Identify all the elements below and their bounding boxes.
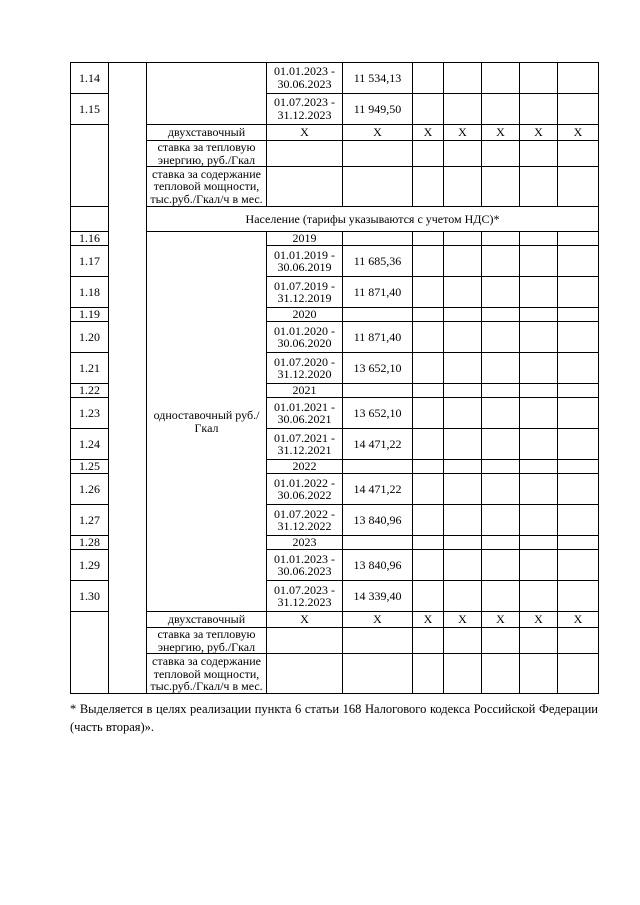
table-row [71, 654, 599, 694]
x-mark: Х [343, 612, 413, 628]
empty-cell [558, 322, 599, 353]
empty-cell [444, 246, 482, 277]
empty-cell [444, 308, 482, 322]
empty-cell [520, 581, 558, 612]
empty-cell [520, 429, 558, 460]
empty-cell [520, 460, 558, 474]
empty-cell [413, 581, 444, 612]
empty-cell [520, 246, 558, 277]
empty-cell [444, 398, 482, 429]
empty-cell [444, 505, 482, 536]
period-cell: 01.07.2019 - 31.12.2019 [267, 277, 343, 308]
empty-cell [444, 654, 482, 694]
row-number: 1.27 [71, 505, 109, 536]
x-mark: Х [444, 125, 482, 141]
empty-cell [558, 628, 599, 654]
empty-cell [558, 505, 599, 536]
row-number: 1.20 [71, 322, 109, 353]
empty-cell [520, 353, 558, 384]
empty-cell [482, 654, 520, 694]
empty-cell [520, 232, 558, 246]
empty-cell [413, 550, 444, 581]
empty-cell [413, 277, 444, 308]
empty-cell [444, 429, 482, 460]
empty-cell [482, 536, 520, 550]
row-number: 1.16 [71, 232, 109, 246]
empty-cell [444, 550, 482, 581]
empty-cell [413, 654, 444, 694]
row-number: 1.28 [71, 536, 109, 550]
x-mark: Х [558, 125, 599, 141]
row-number: 1.19 [71, 308, 109, 322]
empty-cell [343, 384, 413, 398]
row-number: 1.18 [71, 277, 109, 308]
empty-cell [444, 63, 482, 94]
empty-cell [520, 63, 558, 94]
period-cell: 01.07.2020 - 31.12.2020 [267, 353, 343, 384]
period-cell: 01.01.2020 - 30.06.2020 [267, 322, 343, 353]
empty-cell [413, 232, 444, 246]
row-number: 1.17 [71, 246, 109, 277]
capacity-rate-label: ставка за содержание тепловой мощности, тыс.руб./Гкал/ч в мес. [147, 654, 267, 694]
empty-cell [558, 167, 599, 207]
empty-num-cell [71, 612, 109, 694]
row-number: 1.23 [71, 398, 109, 429]
empty-cell [343, 308, 413, 322]
x-mark: Х [444, 612, 482, 628]
empty-cell [520, 94, 558, 125]
empty-cell [444, 536, 482, 550]
empty-cell [482, 63, 520, 94]
year-cell: 2022 [267, 460, 343, 474]
empty-cell [267, 141, 343, 167]
empty-cell [558, 94, 599, 125]
x-mark: Х [520, 612, 558, 628]
period-cell: 01.01.2023 - 30.06.2023 [267, 63, 343, 94]
x-mark: Х [482, 612, 520, 628]
tariff-value: 14 471,22 [343, 474, 413, 505]
period-cell: 01.01.2019 - 30.06.2019 [267, 246, 343, 277]
empty-cell [558, 141, 599, 167]
one-rate-label: одноставочный руб./Гкал [147, 232, 267, 612]
empty-cell [520, 505, 558, 536]
empty-cell [444, 141, 482, 167]
empty-cell [558, 474, 599, 505]
period-cell: 01.07.2021 - 31.12.2021 [267, 429, 343, 460]
row-number: 1.25 [71, 460, 109, 474]
empty-cell [482, 246, 520, 277]
row-number: 1.22 [71, 384, 109, 398]
empty-cell [482, 94, 520, 125]
empty-cell [482, 322, 520, 353]
empty-cell [413, 167, 444, 207]
table-row [71, 628, 599, 654]
empty-cell [558, 246, 599, 277]
empty-cell [444, 628, 482, 654]
empty-cell [482, 505, 520, 536]
empty-cell [267, 167, 343, 207]
empty-cell [413, 474, 444, 505]
empty-cell [558, 384, 599, 398]
two-rate-label: двухставочный [147, 612, 267, 628]
empty-cell [520, 141, 558, 167]
empty-cell [413, 141, 444, 167]
tariff-value: 13 652,10 [343, 398, 413, 429]
empty-cell [558, 550, 599, 581]
year-cell: 2020 [267, 308, 343, 322]
empty-cell [343, 141, 413, 167]
empty-cell [413, 384, 444, 398]
empty-cell [482, 550, 520, 581]
empty-cell [482, 277, 520, 308]
energy-rate-label: ставка за тепловую энергию, руб./Гкал [147, 141, 267, 167]
empty-cell [444, 384, 482, 398]
empty-cell [520, 167, 558, 207]
empty-cell [520, 550, 558, 581]
empty-cell [558, 536, 599, 550]
empty-cell [413, 505, 444, 536]
empty-cell [482, 628, 520, 654]
row-number: 1.24 [71, 429, 109, 460]
empty-cell [444, 581, 482, 612]
empty-cell [520, 308, 558, 322]
empty-cell [413, 63, 444, 94]
empty-cell [558, 429, 599, 460]
table-row [71, 207, 599, 232]
footnote: * Выделяется в целях реализации пункта 6 статьи 168 Налогового кодекса Российской Федерации (часть вторая)». [70, 702, 598, 734]
empty-cell [558, 353, 599, 384]
empty-cell [482, 353, 520, 384]
empty-cell [482, 167, 520, 207]
empty-cell [520, 628, 558, 654]
empty-cell [558, 277, 599, 308]
empty-num-cell [71, 207, 109, 232]
empty-cell [558, 63, 599, 94]
empty-cell [444, 474, 482, 505]
year-cell: 2023 [267, 536, 343, 550]
row-number: 1.15 [71, 94, 109, 125]
empty-cell [558, 232, 599, 246]
tariff-type-cell [147, 63, 267, 125]
x-mark: Х [267, 125, 343, 141]
empty-cell [482, 384, 520, 398]
empty-cell [267, 654, 343, 694]
empty-cell [520, 654, 558, 694]
x-mark: Х [413, 612, 444, 628]
tariff-value: 14 339,40 [343, 581, 413, 612]
empty-cell [558, 398, 599, 429]
empty-cell [413, 429, 444, 460]
empty-cell [413, 460, 444, 474]
empty-cell [413, 353, 444, 384]
empty-cell [558, 654, 599, 694]
empty-cell [444, 277, 482, 308]
tariff-value: 11 685,36 [343, 246, 413, 277]
section-title: Население (тарифы указываются с учетом НДС)* [147, 207, 599, 232]
empty-cell [413, 398, 444, 429]
period-cell: 01.07.2022 - 31.12.2022 [267, 505, 343, 536]
empty-cell [482, 460, 520, 474]
row-number: 1.30 [71, 581, 109, 612]
empty-cell [444, 460, 482, 474]
empty-cell [343, 654, 413, 694]
table-row [71, 63, 599, 94]
empty-cell [343, 167, 413, 207]
empty-cell [343, 536, 413, 550]
empty-cell [413, 308, 444, 322]
empty-cell [413, 94, 444, 125]
year-cell: 2019 [267, 232, 343, 246]
empty-cell [482, 474, 520, 505]
row-number: 1.26 [71, 474, 109, 505]
empty-cell [482, 308, 520, 322]
empty-cell [558, 460, 599, 474]
tariff-value: 14 471,22 [343, 429, 413, 460]
year-cell: 2021 [267, 384, 343, 398]
table-row [71, 125, 599, 141]
tariff-value: 11 871,40 [343, 277, 413, 308]
empty-cell [413, 536, 444, 550]
period-cell: 01.07.2023 - 31.12.2023 [267, 581, 343, 612]
period-cell: 01.01.2022 - 30.06.2022 [267, 474, 343, 505]
table-row [71, 612, 599, 628]
supplier-column [109, 63, 147, 694]
row-number: 1.29 [71, 550, 109, 581]
capacity-rate-label: ставка за содержание тепловой мощности, тыс.руб./Гкал/ч в мес. [147, 167, 267, 207]
empty-cell [520, 474, 558, 505]
empty-cell [343, 232, 413, 246]
two-rate-label: двухставочный [147, 125, 267, 141]
tariff-table [70, 62, 599, 694]
empty-cell [482, 429, 520, 460]
empty-cell [413, 628, 444, 654]
period-cell: 01.01.2021 - 30.06.2021 [267, 398, 343, 429]
x-mark: Х [413, 125, 444, 141]
empty-cell [444, 232, 482, 246]
empty-cell [343, 628, 413, 654]
row-number: 1.14 [71, 63, 109, 94]
empty-cell [444, 167, 482, 207]
tariff-value: 13 652,10 [343, 353, 413, 384]
period-cell: 01.01.2023 - 30.06.2023 [267, 550, 343, 581]
empty-cell [482, 232, 520, 246]
empty-cell [343, 460, 413, 474]
empty-cell [267, 628, 343, 654]
tariff-value: 13 840,96 [343, 550, 413, 581]
row-number: 1.21 [71, 353, 109, 384]
empty-cell [520, 384, 558, 398]
tariff-value: 13 840,96 [343, 505, 413, 536]
tariff-value: 11 871,40 [343, 322, 413, 353]
x-mark: Х [267, 612, 343, 628]
empty-cell [558, 581, 599, 612]
x-mark: Х [482, 125, 520, 141]
empty-cell [413, 246, 444, 277]
empty-num-cell [71, 125, 109, 207]
x-mark: Х [558, 612, 599, 628]
empty-cell [413, 322, 444, 353]
x-mark: Х [343, 125, 413, 141]
table-row [71, 167, 599, 207]
tariff-value: 11 949,50 [343, 94, 413, 125]
period-cell: 01.07.2023 - 31.12.2023 [267, 94, 343, 125]
empty-cell [520, 398, 558, 429]
table-row [71, 141, 599, 167]
table-row [71, 232, 599, 246]
empty-cell [444, 94, 482, 125]
empty-cell [520, 322, 558, 353]
empty-cell [482, 581, 520, 612]
empty-cell [444, 353, 482, 384]
empty-cell [520, 536, 558, 550]
tariff-value: 11 534,13 [343, 63, 413, 94]
empty-cell [482, 141, 520, 167]
empty-cell [558, 308, 599, 322]
empty-cell [520, 277, 558, 308]
energy-rate-label: ставка за тепловую энергию, руб./Гкал [147, 628, 267, 654]
empty-cell [444, 322, 482, 353]
empty-cell [482, 398, 520, 429]
x-mark: Х [520, 125, 558, 141]
